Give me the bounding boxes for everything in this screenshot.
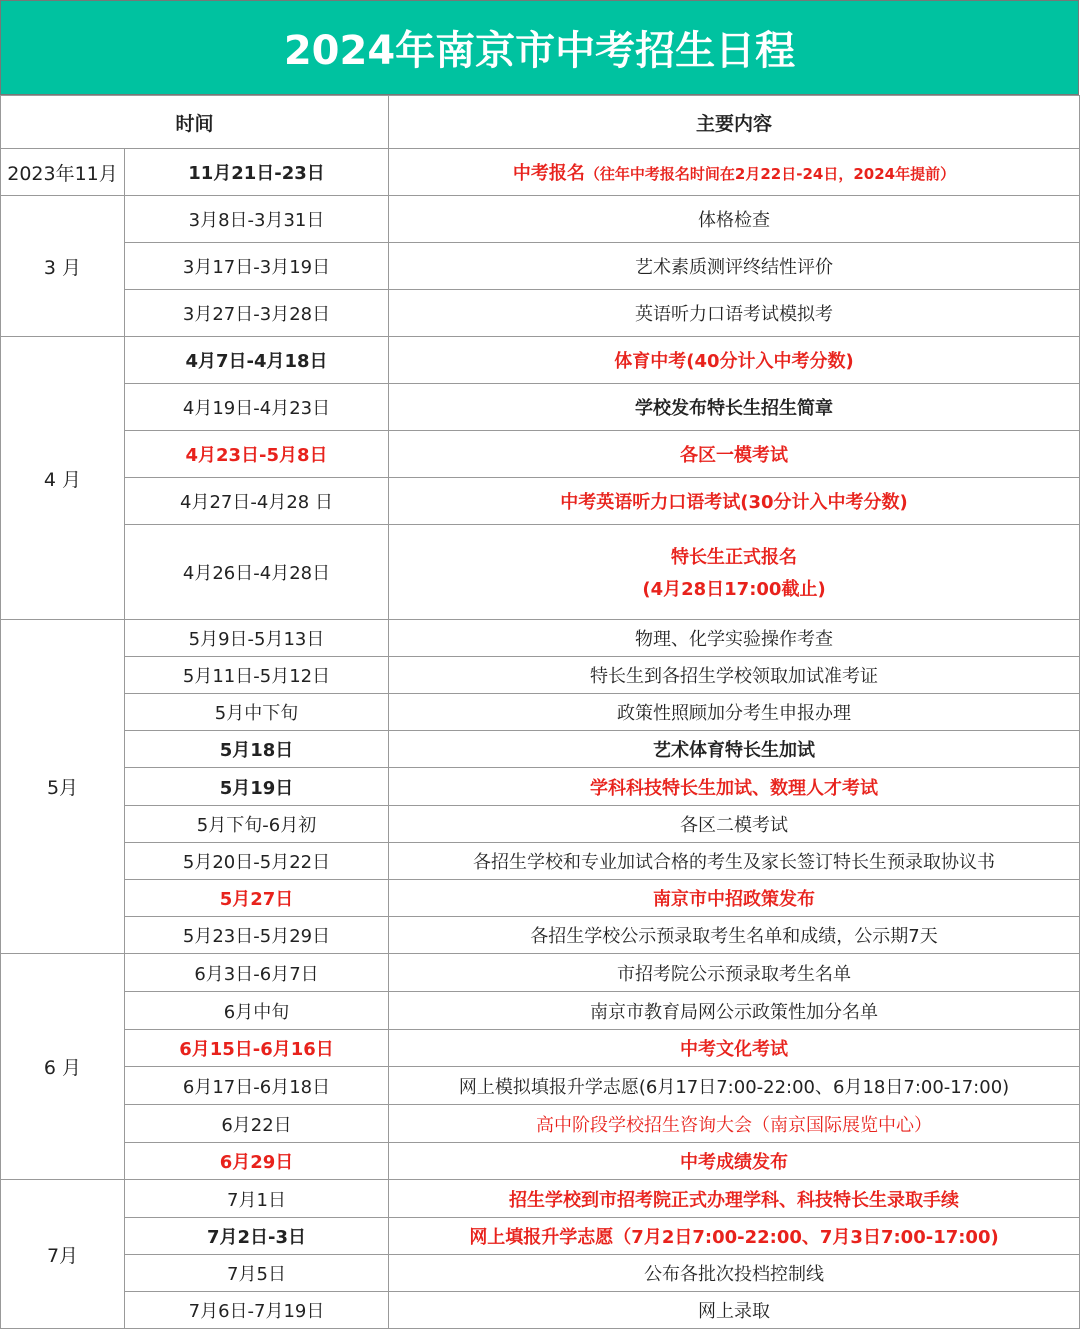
content-cell [389, 731, 1080, 768]
header-content: 主要内容 [389, 96, 1080, 149]
date-cell: 4月26日-4月28日 [125, 525, 389, 620]
month-cell: 5月 [1, 620, 125, 954]
content-text: 网上填报升学志愿（7月2日7:00-22:00、7月3日7:00-17:00) [469, 1227, 999, 1248]
content-cell [389, 694, 1080, 731]
schedule-table [0, 95, 1080, 1329]
date-cell: 5月19日 [125, 768, 389, 806]
page-title: 2024年南京市中考招生日程 [0, 0, 1079, 95]
content-text: 各区一模考试 [680, 445, 789, 466]
content-text: 政策性照顾加分考生申报办理 [617, 703, 852, 724]
table-row [1, 1218, 1080, 1255]
content-text: 中考成绩发布 [680, 1152, 789, 1173]
date-cell: 5月下旬-6月初 [125, 806, 389, 843]
table-row [1, 1030, 1080, 1067]
table-row [1, 1255, 1080, 1292]
content-text: 公布各批次投档控制线 [644, 1264, 825, 1285]
content-text: 物理、化学实验操作考查 [635, 629, 834, 650]
table-row [1, 290, 1080, 337]
date-cell: 5月11日-5月12日 [125, 657, 389, 694]
table-row [1, 1067, 1080, 1105]
date-cell: 5月18日 [125, 731, 389, 768]
content-text: 中考报名 [512, 163, 585, 184]
date-cell: 4月27日-4月28 日 [125, 478, 389, 525]
table-row [1, 384, 1080, 431]
date-cell: 7月6日-7月19日 [125, 1292, 389, 1329]
date-cell: 6月29日 [125, 1143, 389, 1180]
content-cell [389, 243, 1080, 290]
content-cell [389, 290, 1080, 337]
date-cell: 5月9日-5月13日 [125, 620, 389, 657]
table-row [1, 657, 1080, 694]
date-cell: 5月中下旬 [125, 694, 389, 731]
table-row [1, 1143, 1080, 1180]
content-cell [389, 917, 1080, 954]
date-cell: 6月17日-6月18日 [125, 1067, 389, 1105]
table-row [1, 992, 1080, 1030]
table-row [1, 478, 1080, 525]
table-row [1, 431, 1080, 478]
content-text: 网上模拟填报升学志愿(6月17日7:00-22:00、6月18日7:00-17:00) [458, 1076, 1010, 1098]
content-cell [389, 431, 1080, 478]
content-cell [389, 1255, 1080, 1292]
table-row [1, 525, 1080, 620]
content-cell [389, 1292, 1080, 1329]
content-cell [389, 1143, 1080, 1180]
content-cell [389, 384, 1080, 431]
content-text: 网上录取 [698, 1301, 771, 1322]
table-row [1, 843, 1080, 880]
content-note: （往年中考报名时间在2月22日-24日，2024年提前） [584, 165, 956, 183]
content-text: 南京市中招政策发布 [653, 889, 816, 910]
date-cell: 5月20日-5月22日 [125, 843, 389, 880]
content-text: 中考文化考试 [680, 1039, 789, 1060]
date-cell: 3月17日-3月19日 [125, 243, 389, 290]
content-text: 中考英语听力口语考试(30分计入中考分数) [560, 492, 908, 513]
table-row [1, 768, 1080, 806]
content-text: 特长生到各招生学校领取加试准考证 [590, 666, 879, 687]
date-cell: 4月19日-4月23日 [125, 384, 389, 431]
content-cell [389, 843, 1080, 880]
date-cell: 7月1日 [125, 1180, 389, 1218]
content-text: 高中阶段学校招生咨询大会（南京国际展览中心） [536, 1114, 933, 1136]
date-cell: 6月22日 [125, 1105, 389, 1143]
table-row [1, 880, 1080, 917]
content-cell [389, 196, 1080, 243]
month-cell: 7月 [1, 1180, 125, 1329]
month-cell: 2023年11月 [1, 149, 125, 196]
content-cell [389, 1218, 1080, 1255]
date-cell: 7月2日-3日 [125, 1218, 389, 1255]
table-row [1, 917, 1080, 954]
date-cell: 5月23日-5月29日 [125, 917, 389, 954]
content-text-line2: (4月28日17:00截止) [642, 579, 826, 600]
content-cell [389, 337, 1080, 384]
table-row [1, 337, 1080, 384]
content-cell [389, 620, 1080, 657]
content-text: 招生学校到市招考院正式办理学科、科技特长生录取手续 [509, 1189, 960, 1211]
table-row [1, 954, 1080, 992]
table-row [1, 620, 1080, 657]
content-cell [389, 525, 1080, 620]
content-text: 体育中考(40分计入中考分数) [614, 351, 854, 372]
table-row [1, 731, 1080, 768]
date-cell: 5月27日 [125, 880, 389, 917]
month-cell: 3 月 [1, 196, 125, 337]
content-cell [389, 1067, 1080, 1105]
date-cell: 4月7日-4月18日 [125, 337, 389, 384]
content-cell [389, 768, 1080, 806]
table-row [1, 806, 1080, 843]
content-text: 南京市教育局网公示政策性加分名单 [590, 1001, 879, 1023]
date-cell: 6月中旬 [125, 992, 389, 1030]
content-text: 学科科技特长生加试、数理人才考试 [590, 777, 879, 799]
content-cell [389, 806, 1080, 843]
content-cell [389, 992, 1080, 1030]
content-text: 各招生学校和专业加试合格的考生及家长签订特长生预录取协议书 [473, 852, 996, 873]
date-cell: 6月3日-6月7日 [125, 954, 389, 992]
header-time: 时间 [1, 96, 389, 149]
date-cell: 6月15日-6月16日 [125, 1030, 389, 1067]
header-row [1, 96, 1080, 149]
date-cell: 4月23日-5月8日 [125, 431, 389, 478]
table-row [1, 1105, 1080, 1143]
content-cell [389, 1030, 1080, 1067]
content-text: 学校发布特长生招生简章 [635, 398, 834, 419]
content-cell [389, 954, 1080, 992]
table-row [1, 1180, 1080, 1218]
content-cell [389, 1105, 1080, 1143]
date-cell: 3月27日-3月28日 [125, 290, 389, 337]
table-row [1, 1292, 1080, 1329]
content-text: 各招生学校公示预录取考生名单和成绩，公示期7天 [530, 926, 938, 947]
content-cell [389, 149, 1080, 196]
month-cell: 4 月 [1, 337, 125, 620]
content-text: 英语听力口语考试模拟考 [635, 304, 834, 325]
date-cell: 3月8日-3月31日 [125, 196, 389, 243]
content-cell [389, 880, 1080, 917]
table-row [1, 149, 1080, 196]
date-cell: 7月5日 [125, 1255, 389, 1292]
content-text: 各区二模考试 [680, 815, 789, 836]
month-cell: 6 月 [1, 954, 125, 1180]
table-row [1, 694, 1080, 731]
content-text: 特长生正式报名 [671, 547, 798, 568]
content-cell [389, 657, 1080, 694]
table-row [1, 196, 1080, 243]
content-text: 艺术体育特长生加试 [653, 740, 816, 761]
content-cell [389, 1180, 1080, 1218]
content-text: 体格检查 [698, 210, 771, 231]
content-text: 市招考院公示预录取考生名单 [617, 963, 852, 985]
date-cell: 11月21日-23日 [125, 149, 389, 196]
content-cell [389, 478, 1080, 525]
table-row [1, 243, 1080, 290]
content-text: 艺术素质测评终结性评价 [635, 257, 834, 278]
